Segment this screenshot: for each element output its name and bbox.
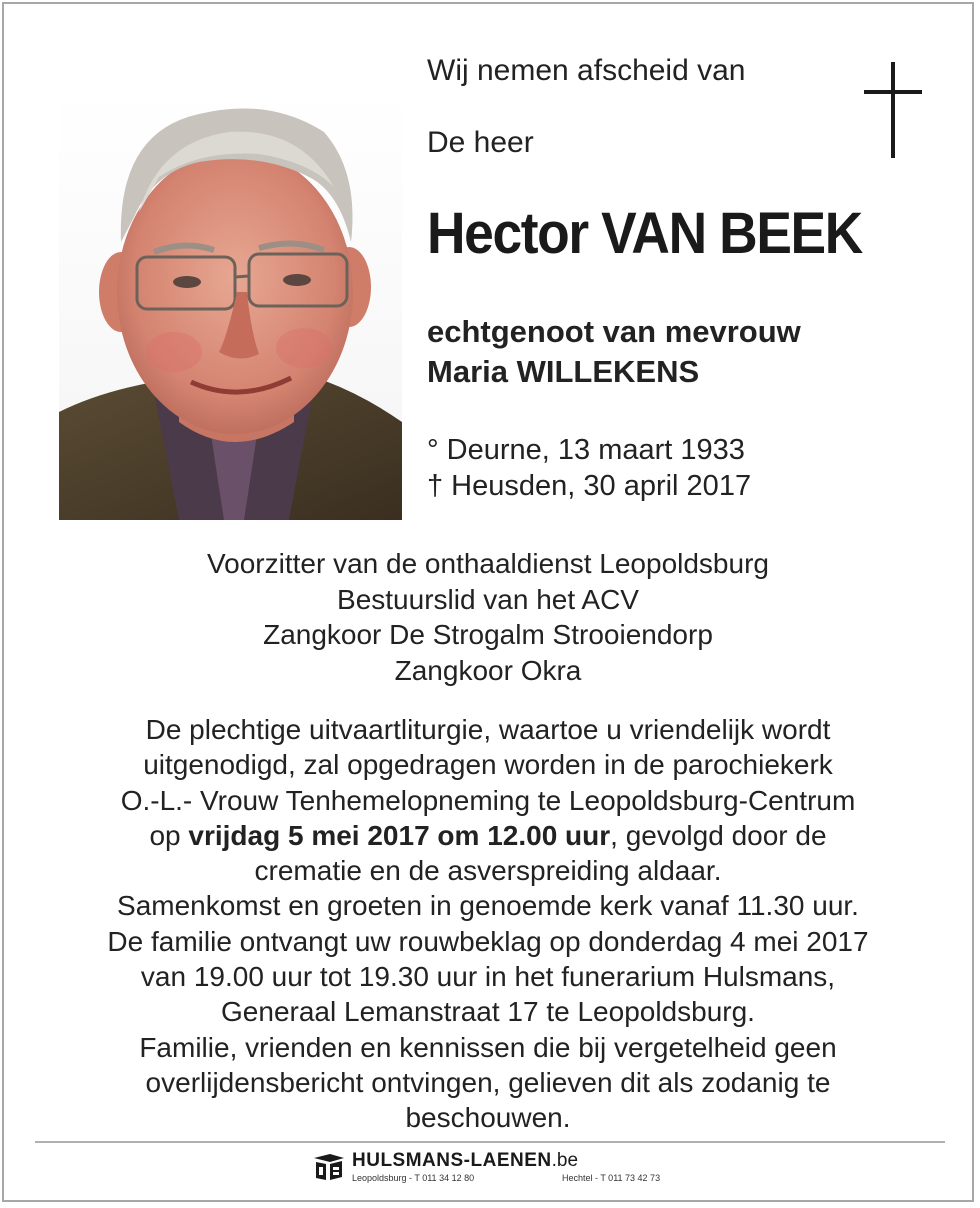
footer-contact-leopoldsburg: Leopoldsburg - T 011 34 12 80 (352, 1173, 475, 1183)
role-item: Voorzitter van de onthaaldienst Leopoldsburg (207, 548, 769, 579)
cross-icon (864, 62, 922, 158)
footer-divider (35, 1141, 945, 1143)
announcement-line-service-date: op vrijdag 5 mei 2017 om 12.00 uur, gevolgd door de (149, 819, 827, 851)
spouse-block (427, 312, 801, 392)
portrait-photo (59, 92, 402, 520)
spouse-line-1: echtgenoot van mevrouw (427, 314, 801, 349)
announcement-line: O.-L.- Vrouw Tenhemelopneming te Leopoldsburg-Centrum (120, 784, 856, 816)
hulsmans-logo-icon (312, 1152, 346, 1182)
announcement-line: uitgenodigd, zal opgedragen worden in de parochiekerk (143, 749, 833, 781)
announcement-line: overlijdensbericht ontvingen, gelieven dit als zodanig te (145, 1066, 831, 1098)
announcement-line: beschouwen. (405, 1102, 571, 1134)
roles-list (0, 546, 976, 688)
deceased-name: Hector VAN BEEK (427, 201, 862, 266)
service-date: vrijdag 5 mei 2017 om 12.00 uur (188, 819, 611, 851)
announcement-line: crematie en de asverspreiding aldaar. (254, 855, 722, 887)
announcement-line: Familie, vrienden en kennissen die bij vergetelheid geen (139, 1031, 837, 1063)
announcement-text (0, 712, 976, 1136)
honorific: De heer (427, 126, 534, 159)
intro-line: Wij nemen afscheid van (427, 54, 746, 87)
announcement-line: Samenkomst en groeten in genoemde kerk vanaf 11.30 uur. (117, 890, 859, 922)
announcement-line: van 19.00 uur tot 19.30 uur in het funerarium Hulsmans, (140, 961, 836, 993)
spouse-name: Maria WILLEKENS (427, 354, 700, 389)
announcement-line: Generaal Lemanstraat 17 te Leopoldsburg. (221, 996, 755, 1028)
role-item: Bestuurslid van het ACV (337, 583, 639, 615)
life-dates (427, 432, 751, 504)
death-line: † Heusden, 30 april 2017 (427, 470, 752, 502)
announcement-line: De plechtige uitvaartliturgie, waartoe u vriendelijk wordt (145, 714, 831, 745)
birth-line: ° Deurne, 13 maart 1933 (427, 434, 745, 466)
announcement-line: De familie ontvangt uw rouwbeklag op donderdag 4 mei 2017 (107, 925, 869, 957)
footer-brand: HULSMANS-LAENEN.be (352, 1150, 579, 1171)
role-item: Zangkoor De Strogalm Strooiendorp (263, 619, 713, 650)
footer-contact-hechtel: Hechtel - T 011 73 42 73 (562, 1173, 661, 1183)
role-item: Zangkoor Okra (394, 654, 582, 686)
